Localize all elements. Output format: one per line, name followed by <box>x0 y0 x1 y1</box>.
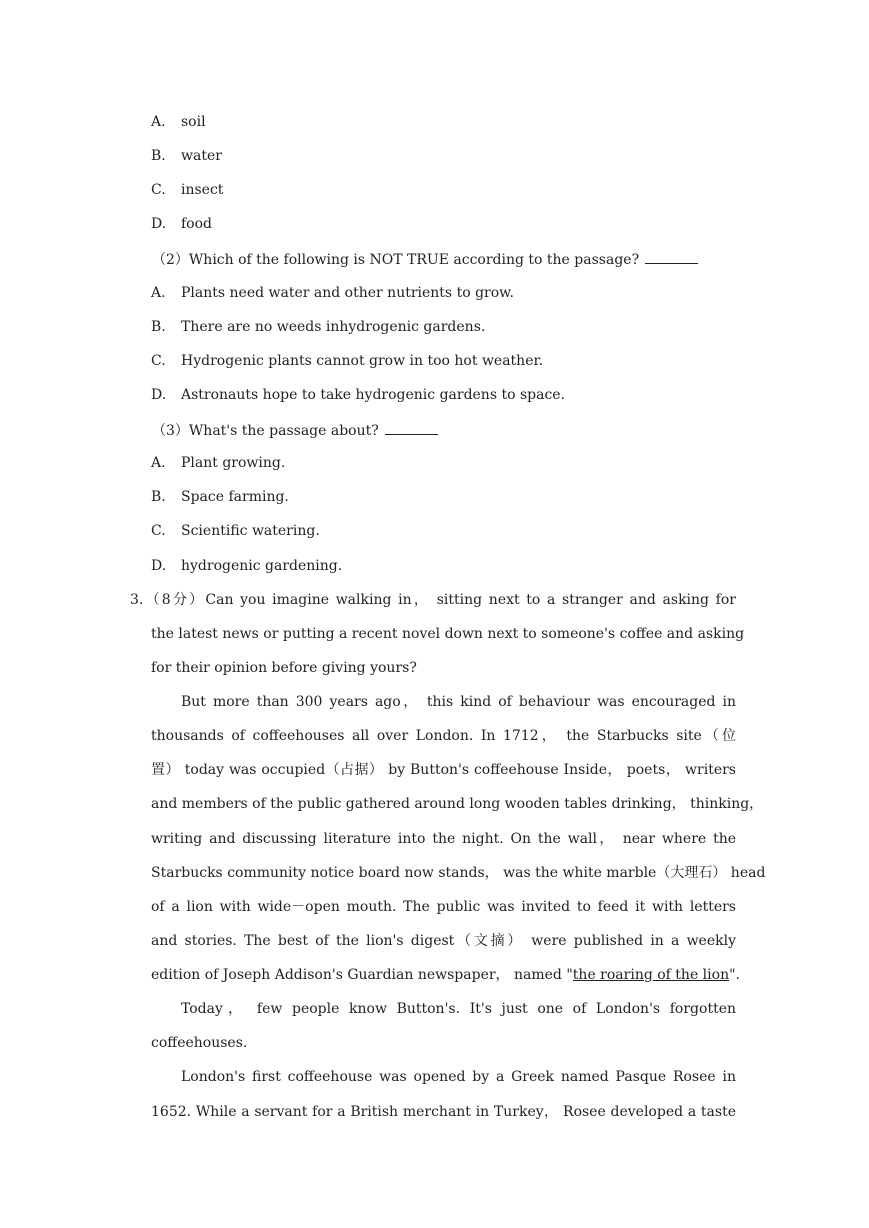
option-text: Plant growing. <box>181 455 286 471</box>
option-letter: C. <box>151 182 166 198</box>
passage-line: and stories. The best of the lion's digest（文摘） were published in a weekly <box>151 933 736 949</box>
q2-stem <box>152 249 698 269</box>
answer-blank[interactable] <box>385 420 438 435</box>
q3-stem <box>152 420 438 440</box>
q3-option-a[interactable] <box>151 454 285 472</box>
question-text: （2）Which of the following is NOT TRUE according to the passage? <box>152 252 640 268</box>
option-text: food <box>181 216 213 232</box>
option-letter: B. <box>151 319 166 335</box>
passage-line: 置） today was occupied（占据） by Button's coffeehouse Inside， poets， writers <box>151 762 736 778</box>
option-text: water <box>181 148 222 164</box>
option-letter: D. <box>151 558 167 574</box>
passage-line: for their opinion before giving yours? <box>151 660 417 676</box>
option-text: Space farming. <box>181 489 289 505</box>
option-text: Hydrogenic plants cannot grow in too hot weather. <box>181 353 544 369</box>
q2-option-c[interactable] <box>151 352 543 370</box>
option-text: Plants need water and other nutrients to grow. <box>181 285 514 301</box>
answer-blank[interactable] <box>645 249 698 264</box>
q1-option-d[interactable] <box>151 215 212 233</box>
option-letter: B. <box>151 489 166 505</box>
passage-text: ". <box>729 967 740 983</box>
option-letter: A. <box>151 114 166 130</box>
q1-option-c[interactable] <box>151 181 223 199</box>
passage-line: 1652. While a servant for a British merchant in Turkey， Rosee developed a taste <box>151 1104 736 1120</box>
option-letter: B. <box>151 148 166 164</box>
passage-line: writing and discussing literature into the night. On the wall， near where the <box>151 831 736 847</box>
q1-option-a[interactable] <box>151 113 206 131</box>
option-text: There are no weeds inhydrogenic gardens. <box>181 319 486 335</box>
passage-line: the latest news or putting a recent novel down next to someone's coffee and asking <box>151 626 745 642</box>
passage-line: London's first coffeehouse was opened by a Greek named Pasque Rosee in <box>181 1069 736 1085</box>
option-text: Astronauts hope to take hydrogenic gardens to space. <box>181 387 566 403</box>
option-text: insect <box>181 182 224 198</box>
q3-option-b[interactable] <box>151 488 289 506</box>
q2-option-d[interactable] <box>151 386 565 404</box>
option-letter: C. <box>151 523 166 539</box>
passage-line: thousands of coffeehouses all over London. In 1712， the Starbucks site（位 <box>151 728 736 744</box>
passage-line: and members of the public gathered around long wooden tables drinking， thinking， <box>151 796 764 812</box>
q2-option-b[interactable] <box>151 318 485 336</box>
option-letter: C. <box>151 353 166 369</box>
underlined-title: the roaring of the lion <box>572 967 730 983</box>
option-text: Scientific watering. <box>181 523 320 539</box>
q3-option-c[interactable] <box>151 522 320 540</box>
passage-line: coffeehouses. <box>151 1035 248 1051</box>
option-letter: D. <box>151 387 167 403</box>
q3-option-d[interactable] <box>151 557 342 575</box>
passage-line: Today， few people know Button's. It's just one of London's forgotten <box>181 1001 736 1017</box>
passage-line: of a lion with wide－open mouth. The public was invited to feed it with letters <box>151 899 736 915</box>
passage-line: Starbucks community notice board now stands， was the white marble（大理石） head <box>151 865 766 881</box>
passage-line: 3.（8分）Can you imagine walking in， sitting next to a stranger and asking for <box>130 592 736 608</box>
question-text: （3）What's the passage about? <box>152 423 379 439</box>
option-text: hydrogenic gardening. <box>181 558 343 574</box>
passage-line: But more than 300 years ago， this kind of behaviour was encouraged in <box>181 694 736 710</box>
q2-option-a[interactable] <box>151 284 514 302</box>
option-letter: D. <box>151 216 167 232</box>
option-letter: A. <box>151 455 166 471</box>
passage-text: edition of Joseph Addison's Guardian newspaper， named " <box>151 967 573 983</box>
option-letter: A. <box>151 285 166 301</box>
q1-option-b[interactable] <box>151 147 222 165</box>
passage-line-with-title <box>151 966 740 984</box>
option-text: soil <box>181 114 206 130</box>
